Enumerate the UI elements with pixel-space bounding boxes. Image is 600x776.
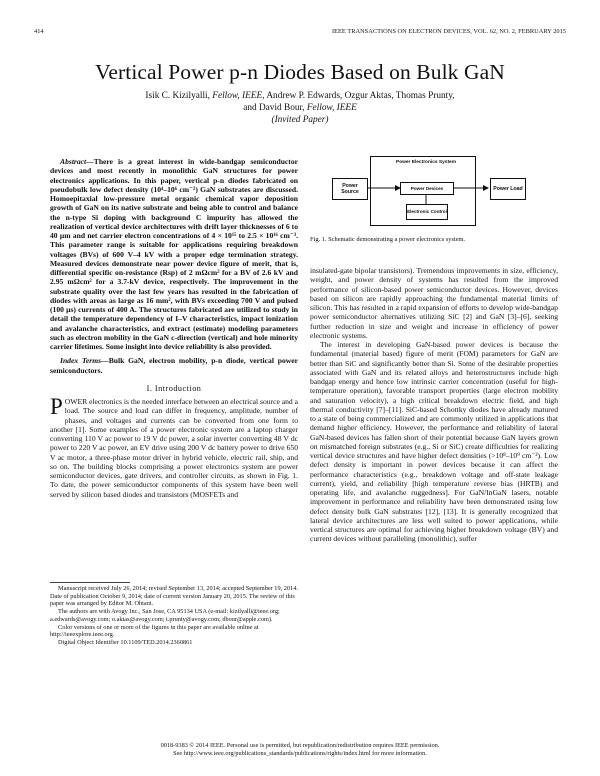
body-paragraph: The interest in developing GaN-based power devices is because the fundamental (material based) figure of merit (FOM) parameters for GaN are better than SiC and significantly better than Si. Some of the desirable properties associated with GaN and its related alloys and heterostructures include high bandgap energy and hence low intrinsic carrier concentration (useful for high-temperature operation), favorable transport properties (large electron mobility and saturation velocity), a high critical breakdown electric field, and high thermal conductivity [7]–[11]. SiC-based Schottky diodes have already matured to a state of being commercialized and are commonly utilized in applications that demand higher efficiency. However, the performance and reliability of lateral GaN-based devices has fallen short of their potential because GaN layers grown on mismatched foreign substrates (e.g., Si or SiC) create difficulties for realizing vertical device structures and have higher defect densities (>10⁸–10⁹ cm⁻²). Low defect density is important in power devices because it can affect the performance characteristics (e.g., breakdown voltage and off-state leakage current), yield, and reliability [high temperature reverse bias (HRTB) and operating life, and avalanche ruggedness]. For GaN/InGaN lasers, notable improvement in performance and reliability have been demonstrated using low defect density bulk GaN substrates [12], [13]. It is generally recognized that lateral device architectures are less well suited to power applications, while vertical structures are optimal for achieving higher breakdown voltage (BV) and current devices without paralleling (monolithic), suffer [310, 340, 558, 544]
author-role: Fellow, IEEE, [212, 91, 265, 101]
power-load-box: Power Load [490, 178, 526, 200]
figure-caption-text: Schematic demonstrating a power electronics system. [328, 236, 466, 243]
abstract-label: Abstract [60, 157, 87, 166]
rights-link-line: See http://www.ieee.org/publications_standards/publications/rights/index.html for more information. [173, 750, 427, 757]
author-bour: and David Bour, [243, 103, 305, 113]
body-paragraph: insulated-gate bipolar transistors). Tremendous improvements in size, efficiency, weight, and power density of systems has resulted from the improved performance of silicon-based power semiconductor devices. However, devices based on silicon are rapidly approaching the fundamental material limits of silicon. This has resulted in a rapid expansion of efforts to develop wide-bandgap power semiconductor alternatives utilizing SiC [2] and GaN [3]–[6], seeking further reduction in size and weight and increase in efficiency of power electronic systems. [310, 266, 558, 340]
section-heading: I. Introduction [146, 383, 202, 393]
copyright-line: 0018-9383 © 2014 IEEE. Personal use is permitted, but republication/redistribution requires IEEE permission. [160, 742, 440, 749]
intro-text: OWER electronics is the needed interface between an electrical source and a load. The source and load can differ in frequency, amplitude, number of phases, and voltages and currents can be converted from one form to another [1]. Some examples of a power electronic system are a laptop charger converting 110 V ac power to 19 V dc power, a solar inverter converting 48 V dc power to 220 V ac power, an EV drive using 200 V dc battery power to drive 650 V ac motor, a three-phase motor driver in hybrid vehicle, electric rail, ship, and so on. The building blocks comprising a power electronics system are power semiconductor devices, gate drivers, and controller circuits, as shown in Fig. 1. To date, the power semiconductor components of this system have been well served by silicon based diodes and transistors (MOSFETs and [50, 397, 298, 499]
author-kizilyalli: Isik C. Kizilyalli, [145, 91, 210, 101]
footnote-authors: The authors are with Avogy Inc., San Jose, CA 95134 USA (e-mail: kizilyalli@ieee.org; a.edwards@avogy.com; o.aktas@avogy.com; t.prunty@avogy.com; dbour@apple.com). [50, 608, 280, 623]
index-terms: Index Terms—Bulk GaN, electron mobility, p-n diode, vertical power semiconductors. [50, 356, 299, 375]
footnote-doi: Digital Object Identifier 10.1109/TED.2014.2360861 [58, 638, 193, 646]
intro-paragraph [50, 394, 298, 499]
index-terms-label: Index Terms [60, 356, 102, 366]
drop-cap: P [50, 394, 63, 419]
footnote-color: Color versions of one or more of the figures in this paper are available online at http://ieeexplore.ieee.org. [50, 623, 259, 639]
right-column [310, 266, 558, 544]
power-devices-box: Power Devices [400, 182, 454, 195]
paper-title: Vertical Power p-n Diodes Based on Bulk GaN [95, 60, 505, 84]
index-terms-text: Bulk GaN, electron mobility, p-n diode, vertical power semiconductors. [50, 356, 299, 375]
system-label: Power Electronics System [396, 160, 456, 165]
electronic-control-box: Electronic Control [406, 204, 448, 220]
left-column [50, 157, 298, 499]
author-list: Andrew P. Edwards, Ozgur Aktas, Thomas Prunty, [266, 91, 455, 101]
figure-number: Fig. 1. [310, 236, 327, 243]
power-source-box: Power Source [332, 178, 368, 200]
copyright-notice [0, 742, 600, 758]
figure-1 [310, 152, 558, 242]
page-number: 414 [34, 28, 44, 35]
figure-caption [310, 236, 558, 243]
author-role: Fellow, IEEE [306, 103, 357, 113]
footnotes [50, 582, 298, 647]
footnote-rule [50, 582, 130, 583]
abstract-text: There is a great interest in wide-bandgap semiconductor devices and most recently in monolithic GaN structures for power electronics applications. In this paper, vertical p-n diodes fabricated on pseudobulk low defect density (10⁴–10⁶ cm⁻²) GaN substrates are discussed. Homoepitaxial low-pressure metal organic chemical vapor deposition growth of GaN on its native substrate and being able to control and balance the n-type Si doping with background C impurity has allowed the realization of vertical device architectures with drift layer thicknesses of 6 to 40 μm and net carrier electron concentrations of 4 × 10¹⁵ to 2.5 × 10¹⁶ cm⁻³. This parameter range is suitable for applications requiring breakdown voltages (BVs) of 600 V–4 kV with a proper edge termination strategy. Measured devices demonstrate near power device figure of merit, that is, differential specific on-resistance (Rsp) of 2 mΩcm² for a BV of 2.6 kV and 2.95 mΩcm² for a 3.7-kV device, respectively. The improvement in the substrate quality over the last few years has resulted in the fabrication of diodes with areas as large as 16 mm², with BVs exceeding 700 V and pulsed (100 μs) currents of 400 A. The structures fabricated are utilized to study in detail the temperature dependency of I–V characteristics, impact ionization and avalanche characteristics, and extract (estimate) modeling parameters such as electron mobility in the GaN c-direction (vertical) and hole minority carrier lifetimes. Some insight into device reliability is also provided. [50, 157, 298, 351]
footnote-manuscript: Manuscript received July 26, 2014; revised September 13, 2014; accepted September 19, 2014. Date of publication October 9, 2014; date of current version January 20, 2015. The review of this paper was arranged by Editor M. Ohtani. [50, 585, 298, 608]
running-header [34, 28, 566, 38]
abstract: Abstract—There is a great interest in wide-bandgap semiconductor devices and most recently in monolithic GaN structures for power electronics applications. In this paper, vertical p-n diodes fabricated on pseudobulk low defect density (10⁴–10⁶ cm⁻²) GaN substrates are discussed. Homoepitaxial low-pressure metal organic chemical vapor deposition growth of GaN on its native substrate and being able to control and balance the n-type Si doping with background C impurity has allowed the realization of vertical device architectures with drift layer thicknesses of 6 to 40 μm and net carrier electron concentrations of 4 × 10¹⁵ to 2.5 × 10¹⁶ cm⁻³. This parameter range is suitable for applications requiring breakdown voltages (BVs) of 600 V–4 kV with a proper edge termination strategy. Measured devices demonstrate near power device figure of merit, that is, differential specific on-resistance (Rsp) of 2 mΩcm² for a BV of 2.6 kV and 2.95 mΩcm² for a 3.7-kV device, respectively. The improvement in the substrate quality over the last few years has resulted in the fabrication of diodes with areas as large as 16 mm², with BVs exceeding 700 V and pulsed (100 μs) currents of 400 A. The structures fabricated are utilized to study in detail the temperature dependency of I–V characteristics, impact ionization and avalanche characteristics, and extract (estimate) modeling parameters such as electron mobility in the GaN c-direction (vertical) and hole minority carrier lifetimes. Some insight into device reliability is also provided. [50, 157, 298, 351]
invited-paper-label: (Invited Paper) [271, 115, 329, 125]
journal-header: IEEE TRANSACTIONS ON ELECTRON DEVICES, VOL. 62, NO. 2, FEBRUARY 2015 [331, 28, 566, 35]
author-block [40, 90, 560, 126]
